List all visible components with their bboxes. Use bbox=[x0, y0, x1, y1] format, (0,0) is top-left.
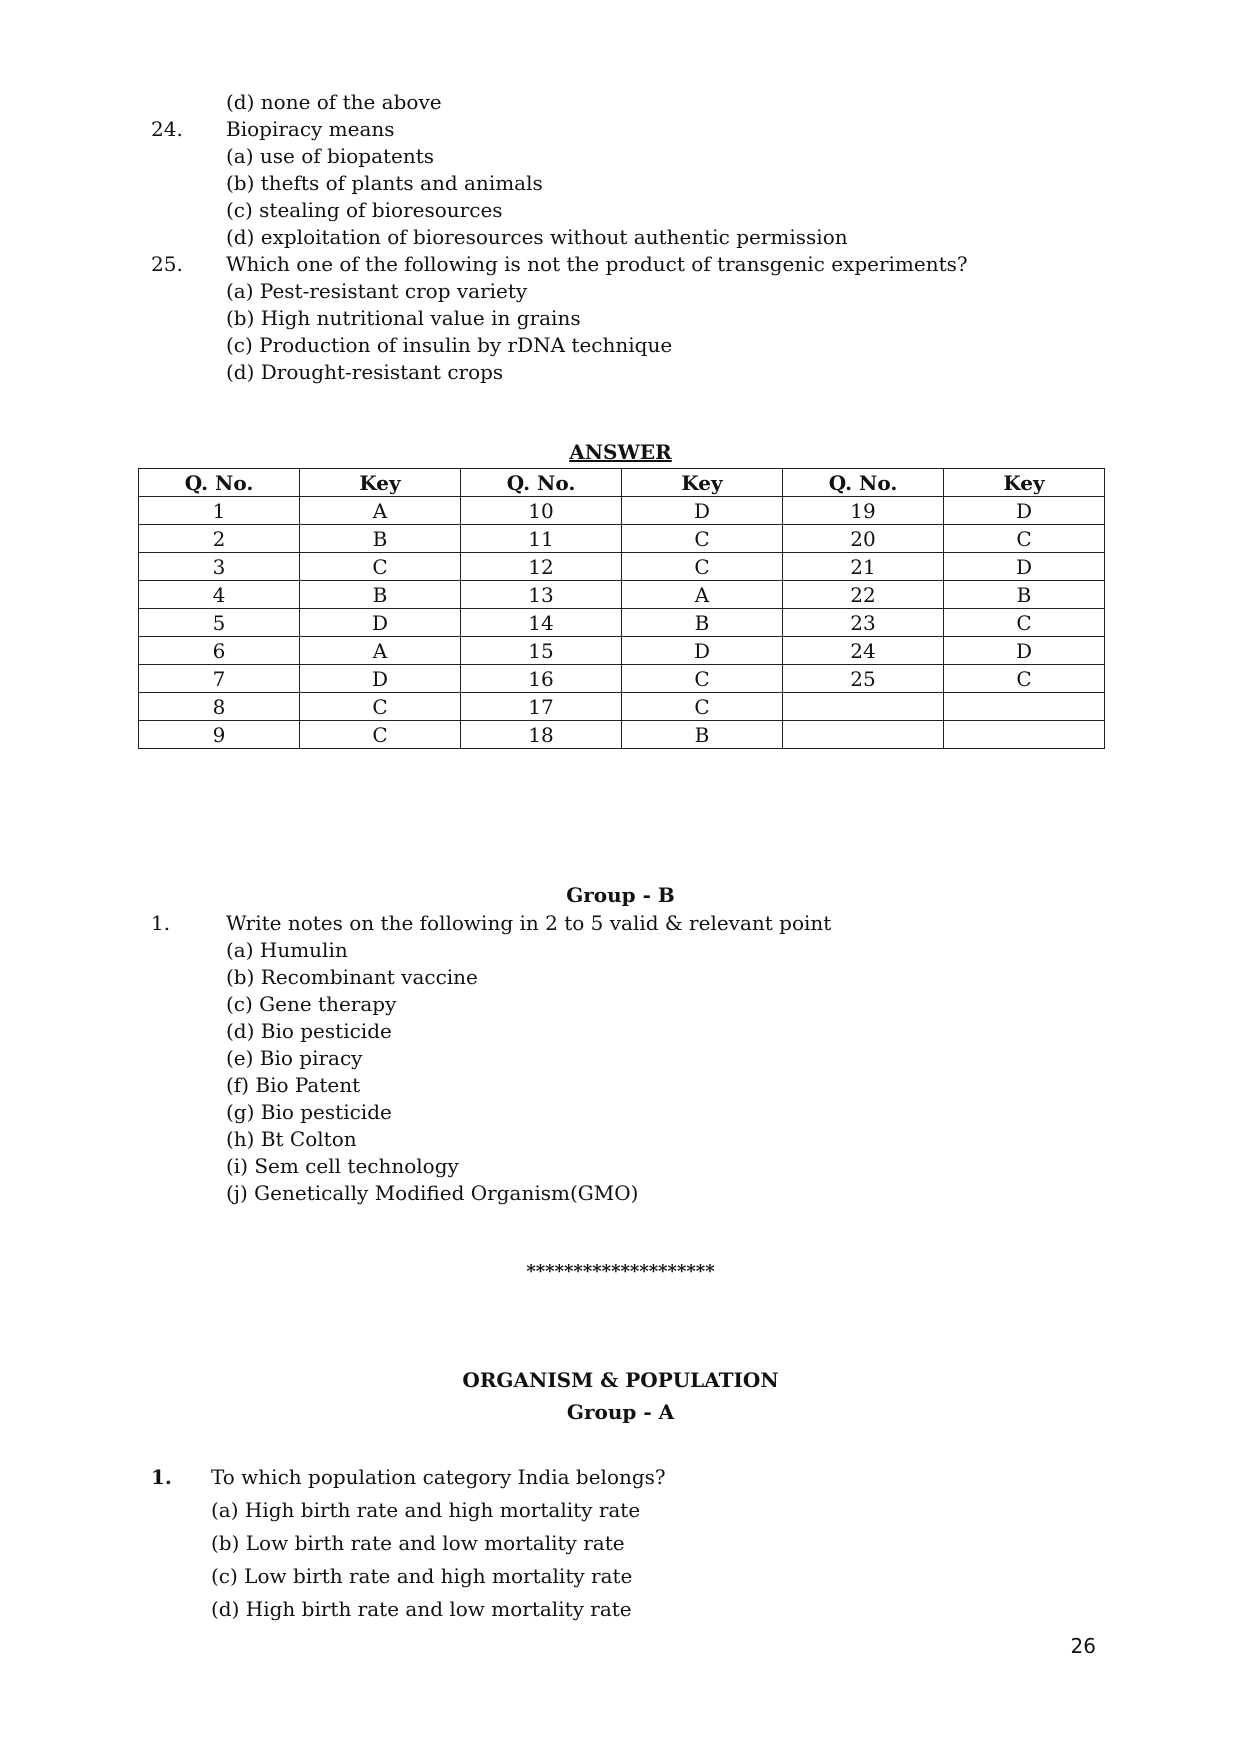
table-cell: 15 bbox=[461, 637, 622, 665]
table-cell: D bbox=[622, 497, 783, 525]
table-cell: 20 bbox=[783, 525, 944, 553]
table-cell: C bbox=[300, 553, 461, 581]
option: (a) Pest-resistant crop variety bbox=[226, 279, 528, 303]
section-title: ORGANISM & POPULATION bbox=[462, 1368, 779, 1392]
table-cell: 10 bbox=[461, 497, 622, 525]
question-text: Which one of the following is not the product of transgenic experiments? bbox=[226, 252, 968, 276]
table-row bbox=[139, 721, 1105, 749]
table-cell: 2 bbox=[139, 525, 300, 553]
note-item: (h) Bt Colton bbox=[226, 1127, 357, 1151]
question-text: To which population category India belongs? bbox=[211, 1465, 666, 1489]
header-cell: Key bbox=[300, 469, 461, 497]
table-cell: A bbox=[622, 581, 783, 609]
question-number: 1. bbox=[151, 1465, 172, 1489]
option: (c) Production of insulin by rDNA technique bbox=[226, 333, 673, 357]
option: (d) Drought-resistant crops bbox=[226, 360, 504, 384]
note-item: (c) Gene therapy bbox=[226, 992, 397, 1016]
table-cell: B bbox=[622, 609, 783, 637]
table-cell: 24 bbox=[783, 637, 944, 665]
table-row bbox=[139, 581, 1105, 609]
table-cell: D bbox=[300, 665, 461, 693]
question-text: Write notes on the following in 2 to 5 valid & relevant point bbox=[226, 911, 832, 935]
note-item: (a) Humulin bbox=[226, 938, 348, 962]
table-cell: C bbox=[944, 525, 1105, 553]
table-cell: 22 bbox=[783, 581, 944, 609]
table-cell: A bbox=[300, 637, 461, 665]
table-row bbox=[139, 637, 1105, 665]
table-row bbox=[139, 665, 1105, 693]
table-cell: C bbox=[944, 609, 1105, 637]
table-cell: 8 bbox=[139, 693, 300, 721]
table-cell: 12 bbox=[461, 553, 622, 581]
table-cell bbox=[944, 721, 1105, 749]
question-number: 24. bbox=[151, 117, 183, 141]
answer-title: ANSWER bbox=[569, 440, 672, 464]
page-number: 26 bbox=[1070, 1634, 1096, 1658]
table-cell: D bbox=[944, 497, 1105, 525]
option: (d) exploitation of bioresources without authentic permission bbox=[226, 225, 848, 249]
question-number: 1. bbox=[151, 911, 171, 935]
table-cell: C bbox=[300, 693, 461, 721]
table-cell: 3 bbox=[139, 553, 300, 581]
table-cell: 17 bbox=[461, 693, 622, 721]
table-cell: 7 bbox=[139, 665, 300, 693]
group-a-title: Group - A bbox=[566, 1400, 675, 1424]
note-item: (j) Genetically Modified Organism(GMO) bbox=[226, 1181, 639, 1205]
prev-question-option: (d) none of the above bbox=[226, 90, 442, 114]
table-row bbox=[139, 525, 1105, 553]
question-text: Biopiracy means bbox=[226, 117, 395, 141]
table-cell: C bbox=[622, 665, 783, 693]
answer-table bbox=[138, 468, 1105, 749]
separator: ******************** bbox=[526, 1261, 715, 1282]
group-b-title: Group - B bbox=[566, 883, 675, 907]
table-cell: 11 bbox=[461, 525, 622, 553]
table-cell: D bbox=[300, 609, 461, 637]
table-cell: 4 bbox=[139, 581, 300, 609]
table-cell: C bbox=[622, 553, 783, 581]
table-cell: D bbox=[944, 637, 1105, 665]
table-cell: 5 bbox=[139, 609, 300, 637]
table-cell: 23 bbox=[783, 609, 944, 637]
table-cell: B bbox=[622, 721, 783, 749]
table-cell: 21 bbox=[783, 553, 944, 581]
table-cell bbox=[944, 693, 1105, 721]
option: (c) Low birth rate and high mortality rate bbox=[211, 1564, 633, 1588]
table-cell: C bbox=[944, 665, 1105, 693]
table-cell: D bbox=[622, 637, 783, 665]
note-item: (i) Sem cell technology bbox=[226, 1154, 459, 1178]
note-item: (g) Bio pesticide bbox=[226, 1100, 392, 1124]
table-cell: 14 bbox=[461, 609, 622, 637]
option: (d) High birth rate and low mortality rate bbox=[211, 1597, 632, 1621]
header-cell: Q. No. bbox=[461, 469, 622, 497]
question-number: 25. bbox=[151, 252, 183, 276]
note-item: (e) Bio piracy bbox=[226, 1046, 363, 1070]
table-cell bbox=[783, 721, 944, 749]
table-row bbox=[139, 497, 1105, 525]
option: (b) High nutritional value in grains bbox=[226, 306, 581, 330]
header-cell: Key bbox=[622, 469, 783, 497]
note-item: (f) Bio Patent bbox=[226, 1073, 361, 1097]
header-cell: Q. No. bbox=[139, 469, 300, 497]
table-cell bbox=[783, 693, 944, 721]
table-row bbox=[139, 553, 1105, 581]
table-cell: C bbox=[622, 525, 783, 553]
table-cell: C bbox=[622, 693, 783, 721]
answer-table-header bbox=[139, 469, 1105, 497]
table-cell: A bbox=[300, 497, 461, 525]
table-row bbox=[139, 693, 1105, 721]
table-cell: 9 bbox=[139, 721, 300, 749]
option: (c) stealing of bioresources bbox=[226, 198, 503, 222]
table-cell: 1 bbox=[139, 497, 300, 525]
table-cell: C bbox=[300, 721, 461, 749]
table-cell: B bbox=[300, 525, 461, 553]
table-cell: D bbox=[944, 553, 1105, 581]
table-cell: 13 bbox=[461, 581, 622, 609]
table-row bbox=[139, 609, 1105, 637]
table-cell: B bbox=[300, 581, 461, 609]
table-cell: 18 bbox=[461, 721, 622, 749]
table-cell: 25 bbox=[783, 665, 944, 693]
header-cell: Q. No. bbox=[783, 469, 944, 497]
option: (b) Low birth rate and low mortality rate bbox=[211, 1531, 625, 1555]
note-item: (d) Bio pesticide bbox=[226, 1019, 392, 1043]
table-cell: 16 bbox=[461, 665, 622, 693]
option: (a) use of biopatents bbox=[226, 144, 435, 168]
header-cell: Key bbox=[944, 469, 1105, 497]
table-cell: 19 bbox=[783, 497, 944, 525]
table-cell: 6 bbox=[139, 637, 300, 665]
note-item: (b) Recombinant vaccine bbox=[226, 965, 478, 989]
option: (b) thefts of plants and animals bbox=[226, 171, 543, 195]
option: (a) High birth rate and high mortality rate bbox=[211, 1498, 641, 1522]
table-cell: B bbox=[944, 581, 1105, 609]
